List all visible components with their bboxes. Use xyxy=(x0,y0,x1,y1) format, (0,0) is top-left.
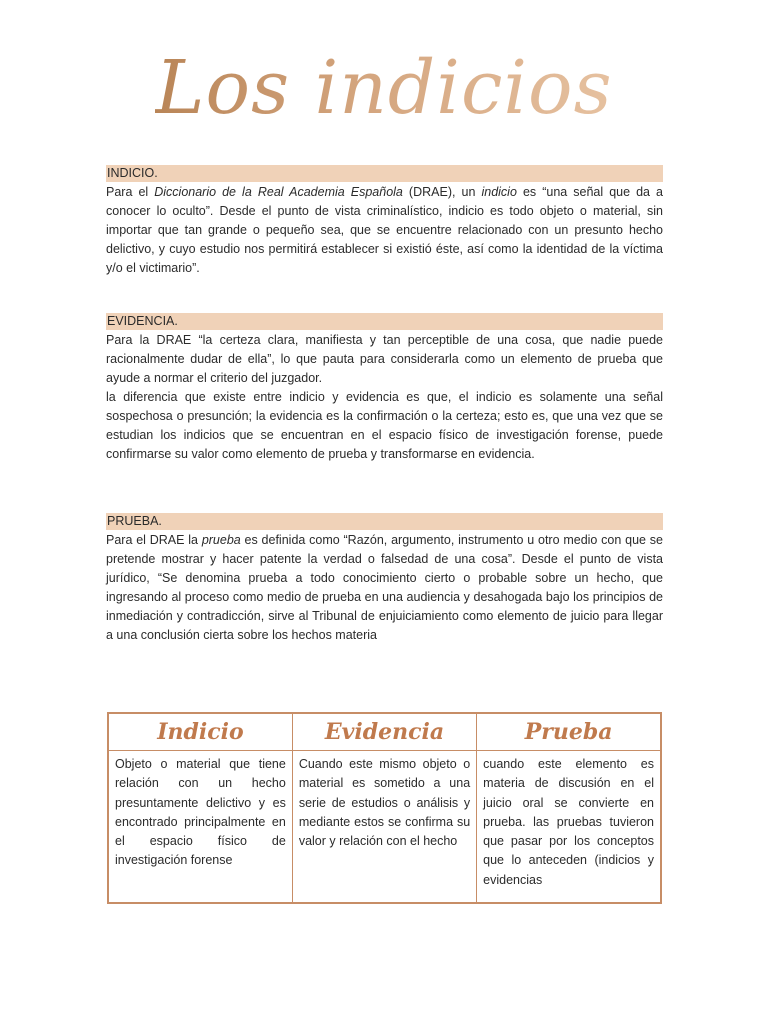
section-heading-evidencia: EVIDENCIA. xyxy=(106,313,663,330)
paragraph: la diferencia que existe entre indicio y evidencia es que, el indicio es solamente una señal sospechosa o presunción; la evidencia es la confirmación o la certeza; esto es, que una vez que se estudian los indicios que se encuentran en el espacio físico de investigación forense, puede confirmarse su valor como elemento de prueba y transformarse en evidencia. xyxy=(106,390,663,461)
table-row xyxy=(108,751,661,904)
table-cell-prueba: cuando este elemento es materia de discusión en el juicio oral se convierte en prueba. las pruebas tuvieron que pasar por los conceptos que lo anteceden (indicios y evidencias xyxy=(477,751,661,904)
text-run: Para el xyxy=(106,185,155,199)
title-banner xyxy=(0,38,768,138)
table-header-prueba: Prueba xyxy=(477,713,661,751)
section-evidencia xyxy=(106,313,663,464)
section-body-evidencia xyxy=(106,331,663,464)
section-heading-prueba: PRUEBA. xyxy=(106,513,663,530)
text-run: Para el DRAE la xyxy=(106,533,202,547)
text-run-italic: prueba xyxy=(201,533,241,547)
table-cell-evidencia: Cuando este mismo objeto o material es sometido a una serie de estudios o análisis y mediante estos se confirma su valor y relación con el hecho xyxy=(292,751,476,904)
table-header-row xyxy=(108,713,661,751)
section-body-indicio xyxy=(106,183,663,278)
text-run-italic: Diccionario de la Real Academia Española xyxy=(154,185,403,199)
text-run: es “una señal que da a conocer lo oculto”. Desde el punto de vista criminalístico, indicio es todo objeto o material, sin importar que tan grande o pequeño sea, que se encuentre relacionado con un presunto hecho delictivo, y cuyo estudio nos permitirá establecer si existió éste, así como la identidad de la víctima y/o el victimario”. xyxy=(106,185,663,275)
section-indicio xyxy=(106,165,663,278)
text-run: (DRAE), un xyxy=(402,185,482,199)
text-run-italic: indicio xyxy=(481,185,517,199)
section-heading-indicio: INDICIO. xyxy=(106,165,663,182)
page-title: Los indicios xyxy=(155,45,613,131)
section-body-prueba xyxy=(106,531,663,645)
paragraph: Para la DRAE “la certeza clara, manifiesta y tan perceptible de una cosa, que nadie puede racionalmente dudar de ella”, lo que pauta para considerarla como un elemento de prueba que ayude a normar el criterio del juzgador. xyxy=(106,333,663,385)
comparison-table xyxy=(107,712,662,904)
section-prueba xyxy=(106,513,663,645)
table-header-indicio: Indicio xyxy=(108,713,292,751)
table-cell-indicio: Objeto o material que tiene relación con un hecho presuntamente delictivo y es encontrado principalmente en el espacio físico de investigación forense xyxy=(108,751,292,904)
text-run: es definida como “Razón, argumento, instrumento u otro medio con que se pretende mostrar y hacer patente la verdad o falsedad de una cosa”. Desde el punto de vista jurídico, “Se denomina prueba a todo conocimiento cierto o probable sobre un hecho, que ingresando al proceso como medio de prueba en una audiencia y desahogada bajo los principios de inmediación y contradicción, sirve al Tribunal de enjuiciamiento como elemento de juicio para llegar a una conclusión cierta sobre los hechos materia xyxy=(106,533,663,642)
table-header-evidencia: Evidencia xyxy=(292,713,476,751)
